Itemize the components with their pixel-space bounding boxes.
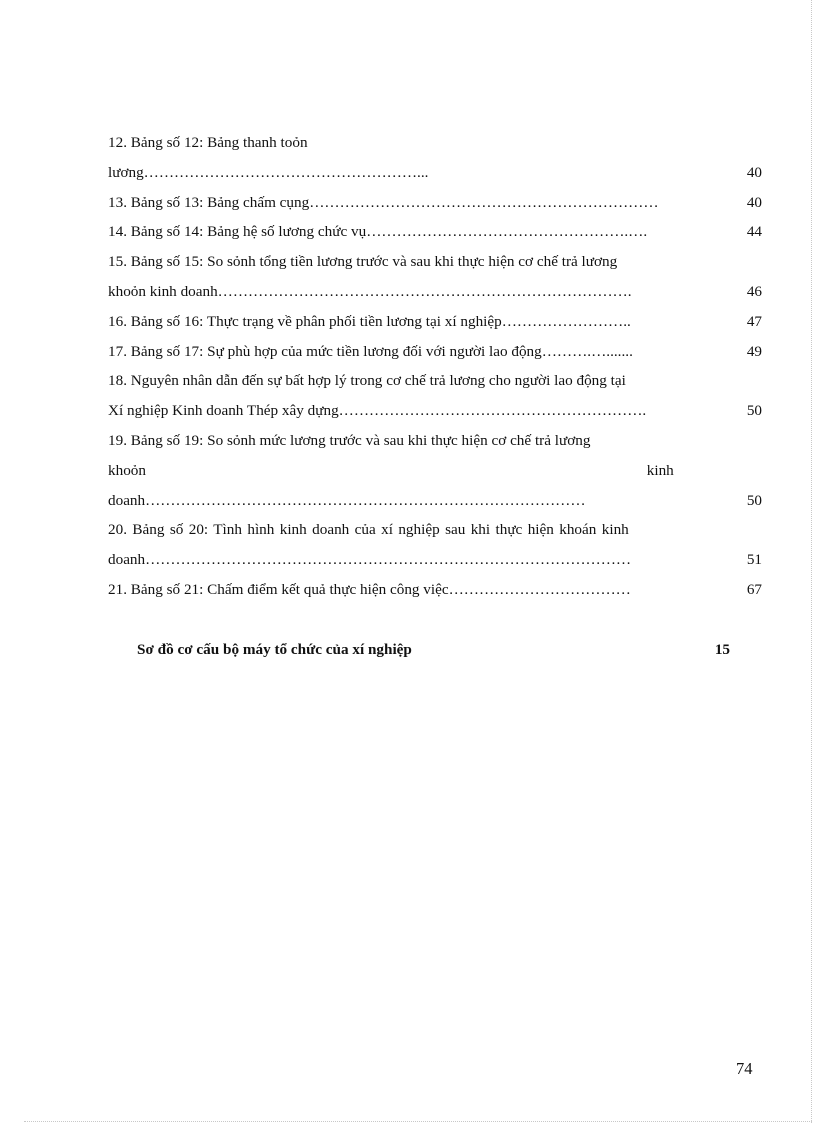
toc-entry-12[interactable] bbox=[108, 128, 762, 188]
toc-entry-19-line-2-text: khoỏn kinh bbox=[108, 461, 674, 479]
page-bottom-edge bbox=[24, 1121, 812, 1122]
toc-diagram-page: 15 bbox=[714, 641, 730, 658]
toc-entry-19-line-1: 19. Bảng số 19: So sỏnh mức lương trước và sau khi thực hiện cơ chế trả lương bbox=[108, 431, 591, 449]
toc-entry-17-line-1: 17. Bảng số 17: Sự phù hợp của mức tiền lương đối với người lao động……….…....... bbox=[108, 342, 633, 360]
toc-entry-15-line-1: 15. Bảng số 15: So sỏnh tổng tiền lương trước và sau khi thực hiện cơ chế trả lương bbox=[108, 253, 618, 271]
toc-entry-19[interactable] bbox=[108, 426, 762, 515]
toc-entry-14-page: 44 bbox=[746, 223, 762, 241]
page-right-edge bbox=[810, 0, 812, 1123]
toc-entry-16-page: 47 bbox=[746, 312, 762, 330]
toc-entry-14[interactable] bbox=[108, 217, 762, 247]
toc-entry-13[interactable] bbox=[108, 188, 762, 218]
toc-diagram-label: Sơ đồ cơ cấu bộ máy tổ chức của xí nghiệp bbox=[137, 641, 412, 658]
toc-entry-20-page: 51 bbox=[746, 551, 762, 569]
toc-entry-18[interactable] bbox=[108, 366, 762, 426]
toc-entry-15-line-2: khoỏn kinh doanh………………………………………………………………………. bbox=[108, 282, 632, 300]
toc-entry-12-page: 40 bbox=[746, 163, 762, 181]
toc-entry-19-page: 50 bbox=[746, 491, 762, 509]
toc-entry-18-page: 50 bbox=[746, 402, 762, 420]
toc-entry-12-line-2: lương………………………………………………... bbox=[108, 163, 429, 181]
toc-entry-21-page: 67 bbox=[746, 580, 762, 598]
toc-entry-20[interactable] bbox=[108, 515, 762, 575]
toc-entry-19-line-3: doanh…………………………………………………………………………… bbox=[108, 491, 586, 509]
toc-entry-13-line-1: 13. Bảng số 13: Bảng chấm cụng…………………………………………………………… bbox=[108, 193, 659, 211]
toc-entry-20-line-2: doanh…………………………………………………………………………………… bbox=[108, 551, 632, 569]
toc-entry-21-line-1: 21. Bảng số 21: Chấm điểm kết quả thực hiện công việc……………………………… bbox=[108, 580, 631, 598]
toc-entry-19-line-2 bbox=[108, 456, 720, 486]
toc-entry-12-line-1: 12. Bảng số 12: Bảng thanh toỏn bbox=[108, 134, 308, 151]
toc-entry-21[interactable] bbox=[108, 575, 762, 605]
toc-entry-17-page: 49 bbox=[746, 342, 762, 360]
toc-entry-13-page: 40 bbox=[746, 193, 762, 211]
toc-entry-15[interactable] bbox=[108, 247, 762, 307]
toc-entry-14-line-1: 14. Bảng số 14: Bảng hệ số lương chức vụ…………………………………………….…. bbox=[108, 223, 648, 241]
table-of-tables bbox=[108, 128, 762, 605]
toc-entry-16-line-1: 16. Bảng số 16: Thực trạng về phân phối tiền lương tại xí nghiệp…………………….. bbox=[108, 312, 631, 330]
page-number: 74 bbox=[736, 1059, 753, 1078]
toc-entry-15-page: 46 bbox=[746, 282, 762, 300]
toc-entry-17[interactable] bbox=[108, 337, 762, 367]
toc-entry-18-line-1: 18. Nguyên nhân dẫn đến sự bất hợp lý trong cơ chế trả lương cho người lao động tại bbox=[108, 372, 626, 390]
toc-entry-18-line-2: Xí nghiệp Kinh doanh Thép xây dựng……………………………………………………. bbox=[108, 402, 647, 420]
toc-diagram-entry[interactable] bbox=[137, 638, 730, 662]
toc-entry-16[interactable] bbox=[108, 307, 762, 337]
toc-entry-20-line-1: 20. Bảng số 20: Tình hình kinh doanh của xí nghiệp sau khi thực hiện khoán kinh bbox=[108, 521, 629, 539]
